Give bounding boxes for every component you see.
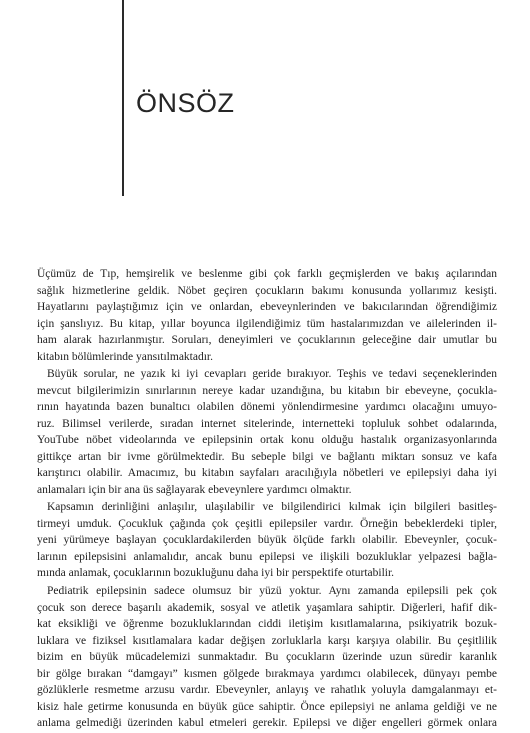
vertical-rule — [122, 0, 124, 196]
text-line: sağlık hizmetlerine geldik. Nöbet geçiren çocukların bakımı konusunda yollarımız kesişti. — [37, 284, 497, 297]
text-line: Hayatlarını paylaştığımız için ve onlardan, ebeveynlerinden ve bakıcılarından öğrendiğimiz — [37, 301, 497, 313]
text-line: bir gölge bırakan “damgayı” kısmen gölgede bırakmaya yardımcı olabilecek, dünyayı pembe — [37, 667, 497, 680]
paragraph — [37, 366, 497, 498]
text-line: yeni yürümeye başlayan çocuklardakilerden büyük ölçüde farklı olabilir. Ebeveynler, çocuk- — [37, 534, 497, 547]
text-line: mında anlamak, çocuklarının bozukluğunu daha iyi bir perspektife oturtabilir. — [37, 567, 395, 580]
chapter-heading: ÖNSÖZ — [136, 88, 235, 118]
text-line: anlamaları için bir ana üs sağlayarak ebeveynlere yardımcı olmaktır. — [37, 483, 352, 496]
text-line: tirmeyi umduk. Çocukluk çağında çok çeşitli epilepsiler vardır. Örneğin bebeklerdeki tipler, — [37, 517, 497, 530]
text-line: anlama gelmediği üzerinden kabul etmeleri gerekir. Epilepsi ve diğer engelleri görmek onlara — [37, 717, 497, 730]
text-line: Büyük sorular, ne yazık ki iyi cevapları geride bırakıyor. Teşhis ve tedavi seçeneklerinden — [47, 368, 497, 381]
text-line: rının hayatında bazen bunaltıcı olabilen dönemi yönlendirmesine yardımcı olacağını umuyo- — [37, 401, 497, 414]
text-line: gittikçe artan bir ivme görülmektedir. Bu sebeple bilgi ve bağlantı miktarı sonsuz ve kafa — [37, 450, 497, 463]
text-line: YouTube nöbet videolarında ve epilepsinin ortak konu olduğu hastalık organizasyonlarında — [37, 434, 497, 447]
text-line: gözlüklerle resmetme arzusu vardır. Ebeveynler, anlayış ve rahatlık yoluyla damgalanmayı et- — [37, 684, 497, 697]
text-line: Üçümüz de Tıp, hemşirelik ve beslenme gibi çok farklı geçmişlerden ve bakış açılarından — [37, 268, 497, 280]
text-line: karıştırıcı olabilir. Amacımız, bu kitabın sayfaları aracılığıyla nöbetleri ve epilepsiyi daha iyi — [37, 467, 497, 480]
text-line: mevcut bilgilerimizin sınırlarının nereye kadar uzandığına, bu kitabın bir ebeveyne, çocukla- — [37, 384, 497, 397]
paragraph — [37, 266, 497, 365]
text-line: Pediatrik epilepsinin sadece olumsuz bir yüzü yoktur. Aynı zamanda epilepsili pek çok — [47, 585, 497, 598]
paragraph — [37, 499, 497, 582]
text-line: luklara ve fiziksel kısıtlamalara kadar değişen zorluklarla karşı karşıya olabilir. Bu çeşitlilik — [37, 634, 497, 647]
text-line: Kapsamın derinliğini anlaşılır, ulaşılabilir ve bilgilendirici kılmak için bilgileri basitleş- — [47, 501, 497, 514]
text-line: kitabın bölümlerinde yansıtılmaktadır. — [37, 350, 213, 363]
text-line: kisiz hale getirme konusunda en büyük güce sahiptir. Önce epilepsiyi ne anlama geldiği ve ne — [37, 700, 497, 713]
paragraph — [37, 583, 497, 732]
text-line: larının epilepsisini anlamalıdır, ancak bunu epilepsi ve ilişkili bozukluklar yelpazesi bağla- — [37, 550, 497, 563]
text-line: için şanslıyız. Bu kitap, yıllar boyunca ilgilendiğimiz tüm hastalarımızdan ve ailelerinden il- — [37, 317, 497, 330]
text-line: ruz. Bilimsel verilerde, sıradan internet sitelerinde, internetteki topluluk sohbet odalarında, — [37, 417, 497, 430]
text-line: çocuk son derece başarılı akademik, sosyal ve atletik yaşamlara sahiptir. Diğerleri, hafif dik- — [37, 601, 497, 614]
text-line: ham alarak hazırlanmıştır. Soruları, deneyimleri ve çocuklarının geleceğine dair umutlar bu — [37, 334, 497, 346]
text-line: kat eksikliği ve öğrenme bozukluklarından ciddi iletişim kısıtlamalarına, psikiyatrik bozuk- — [37, 618, 497, 631]
text-line: bizim en büyük mücadelemizi sunmaktadır. Bu çocukların üzerinde uzun süredir karanlık — [37, 651, 497, 664]
preface-body — [37, 266, 497, 733]
